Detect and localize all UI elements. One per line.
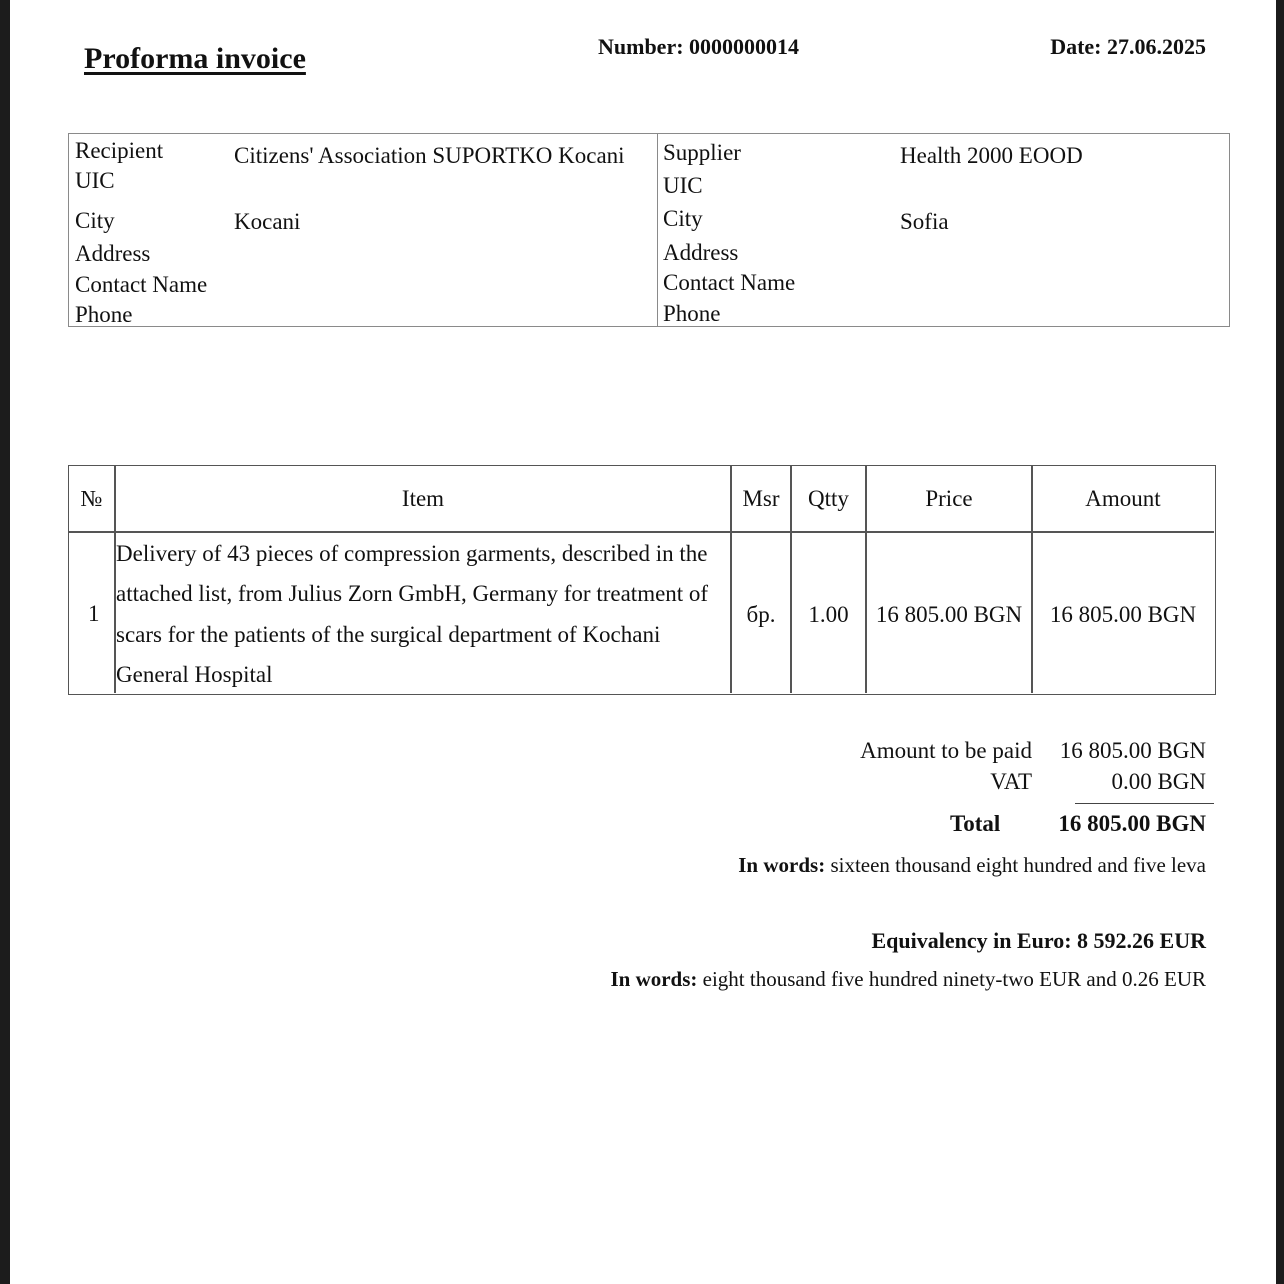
supplier-city-label: City [663,206,703,231]
col-header-number: № [80,486,103,511]
row-msr: бр. [746,602,776,627]
item-line: Delivery of 43 pieces of compression garments, described in the [116,541,708,566]
amount-to-pay-label: Amount to be paid [860,738,1032,763]
row-price: 16 805.00 BGN [875,602,1023,627]
supplier-city: Sofia [900,209,949,234]
euro-in-words-label: In words: [610,967,698,991]
euro-in-words-text: eight thousand five hundred ninety-two EUR and 0.26 EUR [702,967,1206,991]
row-number: 1 [88,601,100,626]
recipient-phone-label: Phone [75,302,133,327]
recipient-address-label: Address [75,241,151,266]
total-in-words [738,853,1206,878]
col-header-msr: Msr [742,486,780,511]
document-title: Proforma invoice [84,42,306,75]
item-line: attached list, from Julius Zorn GmbH, Germany for treatment of [116,581,709,607]
invoice-number [598,34,799,60]
recipient-contact-label: Contact Name [75,272,208,297]
euro-label: Equivalency in Euro: [871,928,1072,953]
items-table [68,465,1216,695]
invoice-number-value: 0000000014 [689,34,800,59]
in-words-text: sixteen thousand eight hundred and five leva [830,853,1206,877]
total-value: 16 805.00 BGN [1058,811,1206,836]
col-header-item: Item [401,486,445,511]
euro-in-words [610,967,1206,992]
supplier-address-label: Address [663,240,739,265]
supplier-uic-label: UIC [663,173,703,198]
recipient-uic-label: UIC [75,168,115,193]
row-qtty: 1.00 [808,602,849,627]
total-label: Total [950,811,1001,836]
invoice-date-value: 27.06.2025 [1107,34,1206,59]
row-amount: 16 805.00 BGN [1049,602,1197,627]
euro-value: 8 592.26 EUR [1077,928,1206,953]
item-line: scars for the patients of the surgical department of Kochani [116,621,661,647]
col-header-qtty: Qtty [808,486,849,511]
parties-box [68,133,1230,327]
parties-divider [657,134,658,326]
sum-underline [1075,803,1214,804]
recipient-name: Citizens' Association SUPORTKO Kocani [234,143,625,168]
recipient-city-label: City [75,208,115,233]
invoice-date-label: Date: [1050,34,1102,59]
amount-to-pay-value: 16 805.00 BGN [1059,738,1206,763]
recipient-city: Kocani [234,209,301,234]
right-edge-border [1276,0,1284,1284]
supplier-phone-label: Phone [663,301,721,326]
in-words-label: In words: [738,853,826,877]
vat-label: VAT [990,769,1032,794]
supplier-name: Health 2000 EOOD [900,143,1083,168]
item-line: General Hospital [116,661,273,687]
recipient-label: Recipient [75,138,164,163]
header-divider [69,531,1214,533]
row-item-description [116,534,726,695]
col-header-price: Price [925,486,973,511]
invoice-number-label: Number: [598,34,684,59]
col-header-amount: Amount [1085,486,1161,511]
invoice-date [1050,34,1206,60]
left-edge-border [0,0,10,1284]
supplier-label: Supplier [663,140,741,165]
euro-equivalency [871,928,1206,954]
vat-value: 0.00 BGN [1111,769,1206,794]
supplier-contact-label: Contact Name [663,270,796,295]
